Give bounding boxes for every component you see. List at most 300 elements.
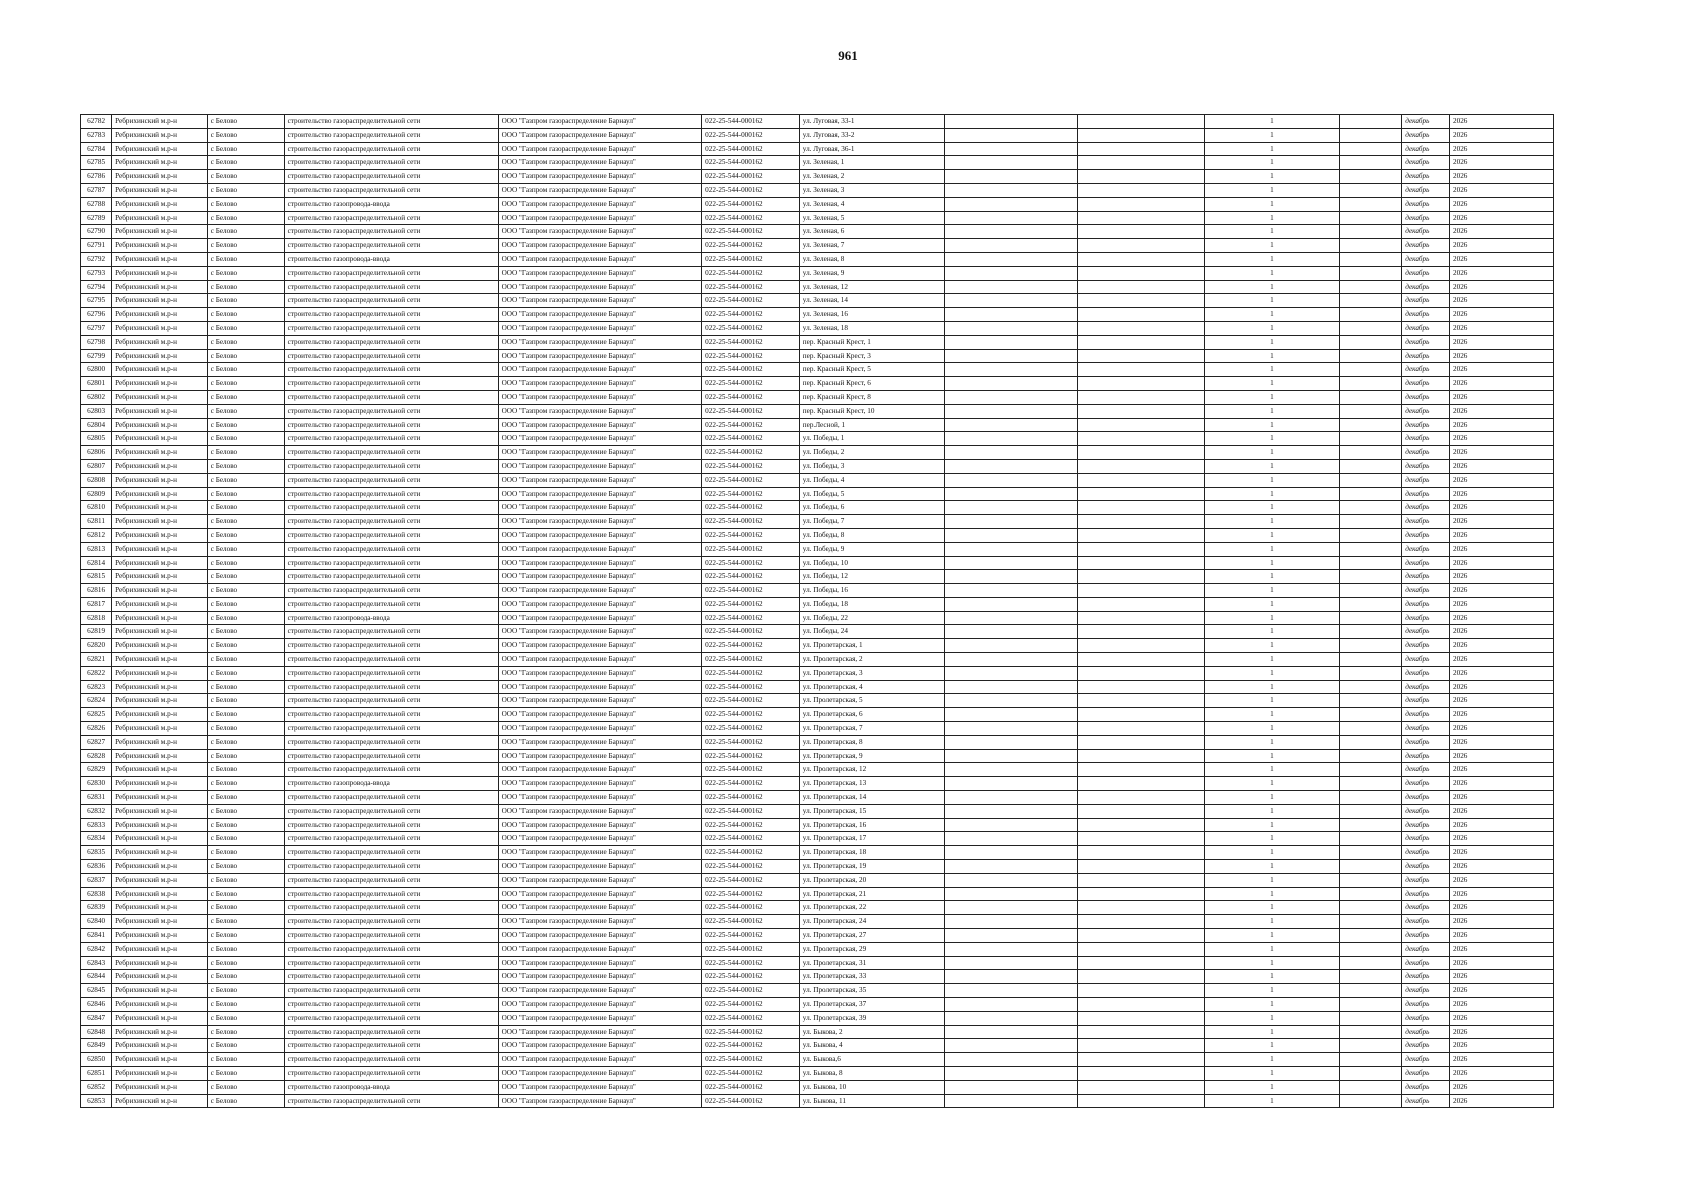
blank-cell bbox=[945, 722, 1078, 736]
district-cell: Ребрихинский м.р-н bbox=[112, 446, 208, 460]
quantity-cell: 1 bbox=[1204, 225, 1339, 239]
blank-cell bbox=[1339, 280, 1401, 294]
blank-cell bbox=[945, 791, 1078, 805]
village-cell: с Белово bbox=[207, 915, 284, 929]
year-cell: 2026 bbox=[1450, 1066, 1554, 1080]
village-cell: с Белово bbox=[207, 473, 284, 487]
row-number: 62850 bbox=[81, 1053, 112, 1067]
month-cell: декабрь bbox=[1402, 804, 1450, 818]
table-row bbox=[81, 625, 1554, 639]
table-row bbox=[81, 666, 1554, 680]
table-row bbox=[81, 763, 1554, 777]
organization-cell: ООО "Газпром газораспределение Барнаул" bbox=[498, 294, 702, 308]
quantity-cell: 1 bbox=[1204, 666, 1339, 680]
blank-cell bbox=[945, 708, 1078, 722]
work-type-cell: строительство газораспределительной сети bbox=[284, 170, 498, 184]
village-cell: с Белово bbox=[207, 156, 284, 170]
row-number: 62786 bbox=[81, 170, 112, 184]
year-cell: 2026 bbox=[1450, 294, 1554, 308]
work-type-cell: строительство газораспределительной сети bbox=[284, 873, 498, 887]
village-cell: с Белово bbox=[207, 901, 284, 915]
blank-cell bbox=[945, 377, 1078, 391]
year-cell: 2026 bbox=[1450, 542, 1554, 556]
blank-cell bbox=[945, 777, 1078, 791]
quantity-cell: 1 bbox=[1204, 335, 1339, 349]
work-type-cell: строительство газораспределительной сети bbox=[284, 473, 498, 487]
year-cell: 2026 bbox=[1450, 115, 1554, 129]
table-row bbox=[81, 156, 1554, 170]
year-cell: 2026 bbox=[1450, 639, 1554, 653]
address-cell: пер. Красный Крест, 5 bbox=[799, 363, 944, 377]
registry-number-cell: 022-25-544-000162 bbox=[702, 777, 800, 791]
row-number: 62836 bbox=[81, 860, 112, 874]
row-number: 62783 bbox=[81, 128, 112, 142]
row-number: 62800 bbox=[81, 363, 112, 377]
address-cell: ул. Луговая, 33-2 bbox=[799, 128, 944, 142]
district-cell: Ребрихинский м.р-н bbox=[112, 777, 208, 791]
address-cell: ул. Пролетарская, 33 bbox=[799, 970, 944, 984]
blank-cell bbox=[1078, 115, 1205, 129]
registry-number-cell: 022-25-544-000162 bbox=[702, 156, 800, 170]
blank-cell bbox=[1339, 708, 1401, 722]
quantity-cell: 1 bbox=[1204, 501, 1339, 515]
address-cell: ул. Зеленая, 18 bbox=[799, 321, 944, 335]
registry-number-cell: 022-25-544-000162 bbox=[702, 515, 800, 529]
blank-cell bbox=[1339, 639, 1401, 653]
district-cell: Ребрихинский м.р-н bbox=[112, 1094, 208, 1108]
row-number: 62819 bbox=[81, 625, 112, 639]
blank-cell bbox=[945, 818, 1078, 832]
blank-cell bbox=[945, 804, 1078, 818]
blank-cell bbox=[1339, 666, 1401, 680]
month-cell: декабрь bbox=[1402, 156, 1450, 170]
village-cell: с Белово bbox=[207, 929, 284, 943]
quantity-cell: 1 bbox=[1204, 763, 1339, 777]
district-cell: Ребрихинский м.р-н bbox=[112, 1039, 208, 1053]
village-cell: с Белово bbox=[207, 294, 284, 308]
blank-cell bbox=[1339, 142, 1401, 156]
page-number: 961 bbox=[838, 48, 858, 63]
village-cell: с Белово bbox=[207, 349, 284, 363]
district-cell: Ребрихинский м.р-н bbox=[112, 404, 208, 418]
village-cell: с Белово bbox=[207, 970, 284, 984]
month-cell: декабрь bbox=[1402, 846, 1450, 860]
blank-cell bbox=[945, 970, 1078, 984]
year-cell: 2026 bbox=[1450, 956, 1554, 970]
quantity-cell: 1 bbox=[1204, 1066, 1339, 1080]
district-cell: Ребрихинский м.р-н bbox=[112, 873, 208, 887]
month-cell: декабрь bbox=[1402, 239, 1450, 253]
blank-cell bbox=[1078, 611, 1205, 625]
village-cell: с Белово bbox=[207, 1066, 284, 1080]
district-cell: Ребрихинский м.р-н bbox=[112, 998, 208, 1012]
quantity-cell: 1 bbox=[1204, 735, 1339, 749]
district-cell: Ребрихинский м.р-н bbox=[112, 349, 208, 363]
registry-number-cell: 022-25-544-000162 bbox=[702, 763, 800, 777]
district-cell: Ребрихинский м.р-н bbox=[112, 115, 208, 129]
month-cell: декабрь bbox=[1402, 832, 1450, 846]
address-cell: ул. Пролетарская, 29 bbox=[799, 942, 944, 956]
month-cell: декабрь bbox=[1402, 349, 1450, 363]
row-number: 62784 bbox=[81, 142, 112, 156]
blank-cell bbox=[1339, 294, 1401, 308]
district-cell: Ребрихинский м.р-н bbox=[112, 694, 208, 708]
month-cell: декабрь bbox=[1402, 128, 1450, 142]
table-row bbox=[81, 956, 1554, 970]
district-cell: Ребрихинский м.р-н bbox=[112, 156, 208, 170]
blank-cell bbox=[1339, 335, 1401, 349]
village-cell: с Белово bbox=[207, 749, 284, 763]
blank-cell bbox=[945, 749, 1078, 763]
blank-cell bbox=[1339, 901, 1401, 915]
row-number: 62814 bbox=[81, 556, 112, 570]
registry-number-cell: 022-25-544-000162 bbox=[702, 611, 800, 625]
village-cell: с Белово bbox=[207, 321, 284, 335]
year-cell: 2026 bbox=[1450, 708, 1554, 722]
blank-cell bbox=[1339, 970, 1401, 984]
quantity-cell: 1 bbox=[1204, 722, 1339, 736]
registry-number-cell: 022-25-544-000162 bbox=[702, 1011, 800, 1025]
organization-cell: ООО "Газпром газораспределение Барнаул" bbox=[498, 418, 702, 432]
registry-number-cell: 022-25-544-000162 bbox=[702, 680, 800, 694]
quantity-cell: 1 bbox=[1204, 266, 1339, 280]
registry-number-cell: 022-25-544-000162 bbox=[702, 570, 800, 584]
quantity-cell: 1 bbox=[1204, 418, 1339, 432]
month-cell: декабрь bbox=[1402, 211, 1450, 225]
work-type-cell: строительство газопровода-ввода bbox=[284, 777, 498, 791]
district-cell: Ребрихинский м.р-н bbox=[112, 818, 208, 832]
year-cell: 2026 bbox=[1450, 528, 1554, 542]
blank-cell bbox=[1339, 252, 1401, 266]
blank-cell bbox=[945, 128, 1078, 142]
address-cell: ул. Пролетарская, 1 bbox=[799, 639, 944, 653]
work-type-cell: строительство газораспределительной сети bbox=[284, 542, 498, 556]
organization-cell: ООО "Газпром газораспределение Барнаул" bbox=[498, 777, 702, 791]
blank-cell bbox=[1078, 142, 1205, 156]
address-cell: ул. Пролетарская, 35 bbox=[799, 984, 944, 998]
organization-cell: ООО "Газпром газораспределение Барнаул" bbox=[498, 873, 702, 887]
district-cell: Ребрихинский м.р-н bbox=[112, 956, 208, 970]
row-number: 62813 bbox=[81, 542, 112, 556]
address-cell: ул. Пролетарская, 3 bbox=[799, 666, 944, 680]
blank-cell bbox=[945, 349, 1078, 363]
month-cell: декабрь bbox=[1402, 170, 1450, 184]
month-cell: декабрь bbox=[1402, 1039, 1450, 1053]
registry-number-cell: 022-25-544-000162 bbox=[702, 501, 800, 515]
village-cell: с Белово bbox=[207, 735, 284, 749]
village-cell: с Белово bbox=[207, 998, 284, 1012]
registry-number-cell: 022-25-544-000162 bbox=[702, 708, 800, 722]
village-cell: с Белово bbox=[207, 446, 284, 460]
organization-cell: ООО "Газпром газораспределение Барнаул" bbox=[498, 142, 702, 156]
blank-cell bbox=[945, 446, 1078, 460]
village-cell: с Белово bbox=[207, 183, 284, 197]
blank-cell bbox=[1339, 998, 1401, 1012]
district-cell: Ребрихинский м.р-н bbox=[112, 501, 208, 515]
blank-cell bbox=[945, 142, 1078, 156]
quantity-cell: 1 bbox=[1204, 653, 1339, 667]
quantity-cell: 1 bbox=[1204, 832, 1339, 846]
month-cell: декабрь bbox=[1402, 515, 1450, 529]
blank-cell bbox=[1339, 846, 1401, 860]
blank-cell bbox=[1078, 639, 1205, 653]
year-cell: 2026 bbox=[1450, 390, 1554, 404]
row-number: 62804 bbox=[81, 418, 112, 432]
year-cell: 2026 bbox=[1450, 597, 1554, 611]
village-cell: с Белово bbox=[207, 225, 284, 239]
table-row bbox=[81, 432, 1554, 446]
table-row bbox=[81, 446, 1554, 460]
district-cell: Ребрихинский м.р-н bbox=[112, 804, 208, 818]
table-row bbox=[81, 584, 1554, 598]
table-row bbox=[81, 459, 1554, 473]
work-type-cell: строительство газопровода-ввода bbox=[284, 252, 498, 266]
blank-cell bbox=[1339, 308, 1401, 322]
registry-number-cell: 022-25-544-000162 bbox=[702, 998, 800, 1012]
quantity-cell: 1 bbox=[1204, 956, 1339, 970]
blank-cell bbox=[1339, 377, 1401, 391]
row-number: 62824 bbox=[81, 694, 112, 708]
blank-cell bbox=[945, 653, 1078, 667]
organization-cell: ООО "Газпром газораспределение Барнаул" bbox=[498, 666, 702, 680]
blank-cell bbox=[945, 680, 1078, 694]
organization-cell: ООО "Газпром газораспределение Барнаул" bbox=[498, 653, 702, 667]
blank-cell bbox=[1339, 542, 1401, 556]
village-cell: с Белово bbox=[207, 570, 284, 584]
month-cell: декабрь bbox=[1402, 377, 1450, 391]
district-cell: Ребрихинский м.р-н bbox=[112, 542, 208, 556]
table-row bbox=[81, 225, 1554, 239]
village-cell: с Белово bbox=[207, 722, 284, 736]
blank-cell bbox=[1339, 446, 1401, 460]
month-cell: декабрь bbox=[1402, 418, 1450, 432]
blank-cell bbox=[1078, 363, 1205, 377]
quantity-cell: 1 bbox=[1204, 156, 1339, 170]
year-cell: 2026 bbox=[1450, 515, 1554, 529]
blank-cell bbox=[1078, 280, 1205, 294]
blank-cell bbox=[1078, 942, 1205, 956]
blank-cell bbox=[945, 432, 1078, 446]
blank-cell bbox=[1078, 266, 1205, 280]
village-cell: с Белово bbox=[207, 956, 284, 970]
quantity-cell: 1 bbox=[1204, 349, 1339, 363]
district-cell: Ребрихинский м.р-н bbox=[112, 1066, 208, 1080]
year-cell: 2026 bbox=[1450, 680, 1554, 694]
work-type-cell: строительство газопровода-ввода bbox=[284, 611, 498, 625]
year-cell: 2026 bbox=[1450, 197, 1554, 211]
district-cell: Ребрихинский м.р-н bbox=[112, 625, 208, 639]
village-cell: с Белово bbox=[207, 432, 284, 446]
district-cell: Ребрихинский м.р-н bbox=[112, 515, 208, 529]
blank-cell bbox=[945, 998, 1078, 1012]
district-cell: Ребрихинский м.р-н bbox=[112, 763, 208, 777]
month-cell: декабрь bbox=[1402, 432, 1450, 446]
row-number: 62820 bbox=[81, 639, 112, 653]
table-row bbox=[81, 418, 1554, 432]
table-row bbox=[81, 128, 1554, 142]
blank-cell bbox=[945, 915, 1078, 929]
row-number: 62797 bbox=[81, 321, 112, 335]
year-cell: 2026 bbox=[1450, 1053, 1554, 1067]
table-row bbox=[81, 818, 1554, 832]
blank-cell bbox=[1078, 556, 1205, 570]
village-cell: с Белово bbox=[207, 597, 284, 611]
organization-cell: ООО "Газпром газораспределение Барнаул" bbox=[498, 763, 702, 777]
row-number: 62791 bbox=[81, 239, 112, 253]
organization-cell: ООО "Газпром газораспределение Барнаул" bbox=[498, 170, 702, 184]
blank-cell bbox=[1078, 308, 1205, 322]
blank-cell bbox=[1339, 984, 1401, 998]
table-row bbox=[81, 473, 1554, 487]
address-cell: ул. Победы, 18 bbox=[799, 597, 944, 611]
registry-number-cell: 022-25-544-000162 bbox=[702, 832, 800, 846]
month-cell: декабрь bbox=[1402, 597, 1450, 611]
address-cell: ул. Пролетарская, 37 bbox=[799, 998, 944, 1012]
blank-cell bbox=[1078, 1094, 1205, 1108]
registry-number-cell: 022-25-544-000162 bbox=[702, 211, 800, 225]
organization-cell: ООО "Газпром газораспределение Барнаул" bbox=[498, 694, 702, 708]
organization-cell: ООО "Газпром газораспределение Барнаул" bbox=[498, 377, 702, 391]
organization-cell: ООО "Газпром газораспределение Барнаул" bbox=[498, 639, 702, 653]
table-row bbox=[81, 1053, 1554, 1067]
village-cell: с Белово bbox=[207, 418, 284, 432]
village-cell: с Белово bbox=[207, 984, 284, 998]
work-type-cell: строительство газораспределительной сети bbox=[284, 432, 498, 446]
quantity-cell: 1 bbox=[1204, 998, 1339, 1012]
blank-cell bbox=[1339, 942, 1401, 956]
quantity-cell: 1 bbox=[1204, 1080, 1339, 1094]
registry-number-cell: 022-25-544-000162 bbox=[702, 335, 800, 349]
village-cell: с Белово bbox=[207, 404, 284, 418]
year-cell: 2026 bbox=[1450, 239, 1554, 253]
month-cell: декабрь bbox=[1402, 777, 1450, 791]
blank-cell bbox=[1078, 860, 1205, 874]
table-row bbox=[81, 211, 1554, 225]
blank-cell bbox=[945, 597, 1078, 611]
work-type-cell: строительство газораспределительной сети bbox=[284, 1053, 498, 1067]
month-cell: декабрь bbox=[1402, 611, 1450, 625]
district-cell: Ребрихинский м.р-н bbox=[112, 183, 208, 197]
blank-cell bbox=[1078, 459, 1205, 473]
blank-cell bbox=[1078, 349, 1205, 363]
quantity-cell: 1 bbox=[1204, 1039, 1339, 1053]
row-number: 62806 bbox=[81, 446, 112, 460]
table-row bbox=[81, 1039, 1554, 1053]
blank-cell bbox=[1339, 735, 1401, 749]
blank-cell bbox=[1078, 901, 1205, 915]
registry-number-cell: 022-25-544-000162 bbox=[702, 584, 800, 598]
table-row bbox=[81, 1025, 1554, 1039]
registry-number-cell: 022-25-544-000162 bbox=[702, 915, 800, 929]
district-cell: Ребрихинский м.р-н bbox=[112, 432, 208, 446]
address-cell: ул. Победы, 16 bbox=[799, 584, 944, 598]
quantity-cell: 1 bbox=[1204, 170, 1339, 184]
district-cell: Ребрихинский м.р-н bbox=[112, 528, 208, 542]
quantity-cell: 1 bbox=[1204, 929, 1339, 943]
organization-cell: ООО "Газпром газораспределение Барнаул" bbox=[498, 487, 702, 501]
month-cell: декабрь bbox=[1402, 570, 1450, 584]
organization-cell: ООО "Газпром газораспределение Барнаул" bbox=[498, 1080, 702, 1094]
blank-cell bbox=[1078, 156, 1205, 170]
month-cell: декабрь bbox=[1402, 722, 1450, 736]
village-cell: с Белово bbox=[207, 170, 284, 184]
month-cell: декабрь bbox=[1402, 1080, 1450, 1094]
month-cell: декабрь bbox=[1402, 901, 1450, 915]
work-type-cell: строительство газораспределительной сети bbox=[284, 708, 498, 722]
district-cell: Ребрихинский м.р-н bbox=[112, 735, 208, 749]
organization-cell: ООО "Газпром газораспределение Барнаул" bbox=[498, 1011, 702, 1025]
table-row bbox=[81, 335, 1554, 349]
work-type-cell: строительство газораспределительной сети bbox=[284, 804, 498, 818]
month-cell: декабрь bbox=[1402, 639, 1450, 653]
work-type-cell: строительство газораспределительной сети bbox=[284, 418, 498, 432]
registry-number-cell: 022-25-544-000162 bbox=[702, 901, 800, 915]
month-cell: декабрь bbox=[1402, 390, 1450, 404]
year-cell: 2026 bbox=[1450, 1011, 1554, 1025]
row-number: 62835 bbox=[81, 846, 112, 860]
organization-cell: ООО "Газпром газораспределение Барнаул" bbox=[498, 625, 702, 639]
table-row bbox=[81, 170, 1554, 184]
table-row bbox=[81, 749, 1554, 763]
district-cell: Ребрихинский м.р-н bbox=[112, 142, 208, 156]
blank-cell bbox=[1078, 791, 1205, 805]
organization-cell: ООО "Газпром газораспределение Барнаул" bbox=[498, 225, 702, 239]
registry-number-cell: 022-25-544-000162 bbox=[702, 818, 800, 832]
blank-cell bbox=[1078, 763, 1205, 777]
registry-number-cell: 022-25-544-000162 bbox=[702, 446, 800, 460]
year-cell: 2026 bbox=[1450, 942, 1554, 956]
blank-cell bbox=[1339, 597, 1401, 611]
registry-number-cell: 022-25-544-000162 bbox=[702, 239, 800, 253]
table-row bbox=[81, 377, 1554, 391]
blank-cell bbox=[945, 929, 1078, 943]
district-cell: Ребрихинский м.р-н bbox=[112, 239, 208, 253]
district-cell: Ребрихинский м.р-н bbox=[112, 1053, 208, 1067]
address-cell: ул. Победы, 4 bbox=[799, 473, 944, 487]
blank-cell bbox=[1339, 473, 1401, 487]
work-type-cell: строительство газораспределительной сети bbox=[284, 1094, 498, 1108]
row-number: 62821 bbox=[81, 653, 112, 667]
blank-cell bbox=[1078, 377, 1205, 391]
blank-cell bbox=[1078, 501, 1205, 515]
village-cell: с Белово bbox=[207, 115, 284, 129]
blank-cell bbox=[1339, 183, 1401, 197]
address-cell: ул. Пролетарская, 9 bbox=[799, 749, 944, 763]
table-row bbox=[81, 321, 1554, 335]
blank-cell bbox=[1078, 929, 1205, 943]
work-type-cell: строительство газораспределительной сети bbox=[284, 749, 498, 763]
registry-number-cell: 022-25-544-000162 bbox=[702, 225, 800, 239]
blank-cell bbox=[1078, 1066, 1205, 1080]
address-cell: ул. Победы, 5 bbox=[799, 487, 944, 501]
month-cell: декабрь bbox=[1402, 1011, 1450, 1025]
address-cell: ул. Луговая, 33-1 bbox=[799, 115, 944, 129]
district-cell: Ребрихинский м.р-н bbox=[112, 1080, 208, 1094]
blank-cell bbox=[945, 956, 1078, 970]
year-cell: 2026 bbox=[1450, 818, 1554, 832]
work-type-cell: строительство газораспределительной сети bbox=[284, 901, 498, 915]
month-cell: декабрь bbox=[1402, 197, 1450, 211]
month-cell: декабрь bbox=[1402, 763, 1450, 777]
year-cell: 2026 bbox=[1450, 142, 1554, 156]
blank-cell bbox=[1339, 625, 1401, 639]
quantity-cell: 1 bbox=[1204, 777, 1339, 791]
registry-number-cell: 022-25-544-000162 bbox=[702, 929, 800, 943]
month-cell: декабрь bbox=[1402, 404, 1450, 418]
registry-number-cell: 022-25-544-000162 bbox=[702, 639, 800, 653]
organization-cell: ООО "Газпром газораспределение Барнаул" bbox=[498, 128, 702, 142]
quantity-cell: 1 bbox=[1204, 804, 1339, 818]
